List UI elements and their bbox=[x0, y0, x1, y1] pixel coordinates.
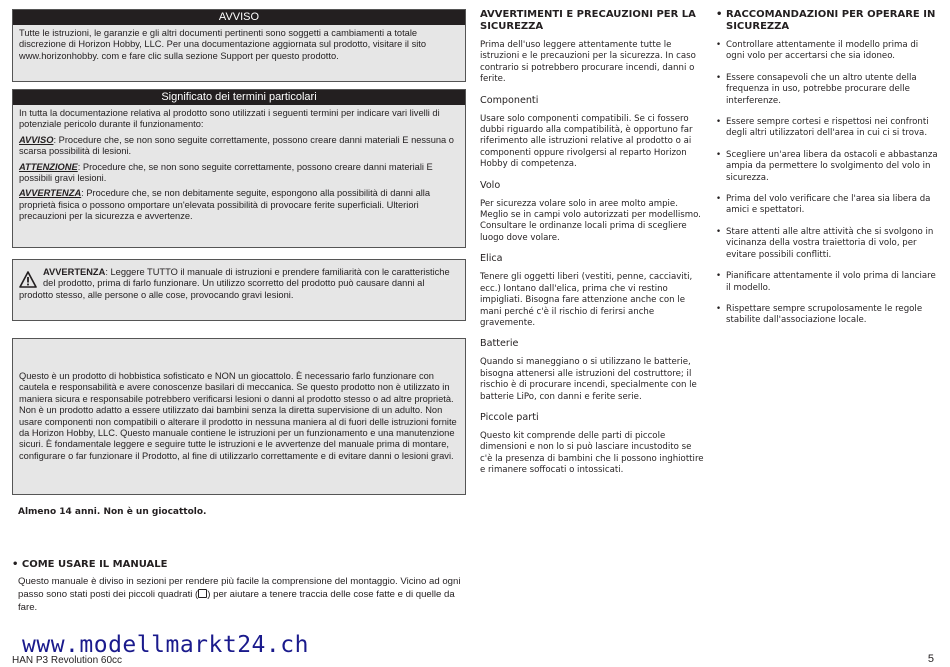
list-item: • Scegliere un'area libera da ostacoli e abbastanza ampia da permettere lo svolgimento del volo in sicurezza. bbox=[716, 149, 938, 183]
watermark-url: www.modellmarkt24.ch bbox=[22, 632, 309, 658]
precautions-title: AVVERTIMENTI E PRECAUZIONI PER LA SICUREZZA bbox=[480, 9, 696, 32]
list-item: • Essere sempre cortesi e rispettosi nei confronti degli altri utilizzatori dell'area in cui ci si trova. bbox=[716, 117, 929, 139]
recommendations-list bbox=[716, 40, 938, 327]
hobby-product-box bbox=[12, 338, 466, 495]
recommendations-title: RACCOMANDAZIONI PER OPERARE IN SICUREZZA bbox=[726, 9, 936, 32]
hobby-product-text: Questo è un prodotto di hobbistica sofisticato e NON un giocattolo. È necessario farlo funzionare con cautela e responsabilità e avere conoscenze basilari di meccanica. Se questo prodotto non è utilizzato in maniera sicura e responsabile potrebbero verificarsi lesioni o danni al prodotto stesso o ad altre proprietà. Non è un prodotto adatto a essere utilizzato dai bambini senza la diretta supervisione di un adulto. Non usare componenti non compatibili o alterare il prodotto in nessuna maniera al di fuori delle istruzioni fornite da Horizon Hobby, LLC. Questo manuale contiene le istruzioni per un funzionamento e una manutenzione sicuri. È fondamentale leggere e seguire tutte le istruzioni e le avvertenze del manuale prima di montare, configurare o far funzionare il Prodotto, al fine di utilizzarlo correttamente e di evitare danni o lesioni gravi. bbox=[19, 371, 457, 461]
section-heading: Volo bbox=[480, 179, 501, 191]
notice-box-text: Tutte le istruzioni, le garanzie e gli altri documenti pertinenti sono soggetti a cambiamenti a totale discrezione di Horizon Hobby, LLC. Per una documentazione aggiornata sul prodotto, visitare il sito www.horizonhobby. com e fare clic sulla sezione Support per questo prodotto. bbox=[19, 28, 427, 61]
recommendations-heading bbox=[716, 9, 938, 33]
section-heading: Elica bbox=[480, 253, 503, 265]
section-text: Questo kit comprende delle parti di piccole dimensioni e non lo si può lasciare incustodito se c'è la presenza di bambini che li possono inghiottire e rimanere soffocati o intossicati. bbox=[480, 430, 704, 476]
term-avviso-text: : Procedure che, se non sono seguite correttamente, possono creare danni materiali E nessuna o scarsa possibilità di lesioni. bbox=[19, 134, 454, 157]
term-attenzione-label: ATTENZIONE bbox=[19, 161, 78, 172]
precautions-column bbox=[480, 9, 704, 486]
term-attenzione bbox=[19, 162, 459, 185]
terms-box bbox=[12, 89, 466, 248]
term-avviso-label: AVVISO bbox=[19, 134, 54, 145]
term-avvertenza-text: : Procedure che, se non debitamente seguite, espongono alla possibilità di danni alla proprietà fisica o possono omportare un'elevata possibilità di provocare ferite superficiali. Ulteriori precauzioni per la sicurezza e avvertenze. bbox=[19, 188, 431, 222]
section-text: Tenere gli oggetti liberi (vestiti, penne, cacciaviti, ecc.) lontano dall'elica, prima che vi restino impigliati. Bisogna fare attenzione anche con le mani perché c'è il rischio di ferirsi anche gravemente. bbox=[480, 272, 693, 328]
notice-box-title: AVVISO bbox=[13, 10, 465, 25]
term-avvertenza bbox=[19, 188, 459, 222]
usage-heading bbox=[12, 559, 167, 570]
usage-bullet: • bbox=[12, 559, 19, 570]
section-heading: Componenti bbox=[480, 94, 539, 106]
warning-triangle-icon bbox=[19, 271, 37, 289]
list-item: • Controllare attentamente il modello prima di ogni volo per accertarsi che sia idoneo. bbox=[716, 40, 919, 62]
warning-box bbox=[12, 259, 466, 321]
notice-box bbox=[12, 9, 466, 82]
list-item: • Pianificare attentamente il volo prima di lanciare il modello. bbox=[716, 271, 936, 293]
term-avvertenza-label: AVVERTENZA bbox=[19, 188, 82, 199]
list-item: • Rispettare sempre scrupolosamente le regole stabilite dall'associazione locale. bbox=[716, 303, 923, 326]
section-text: Usare solo componenti compatibili. Se ci fossero dubbi riguardo alla compatibilità, è opportuno far riferimento alle istruzioni relative al prodotto o ai componenti oppure rivolgersi al reparto Horizon Hobby di competenza. bbox=[480, 113, 693, 170]
section-heading: Piccole parti bbox=[480, 411, 539, 423]
warning-text: : Leggere TUTTO il manuale di istruzioni e prendere familiarità con le caratteristiche del prodotto, prima di farlo funzionare. Un utilizzo scorretto del prodotto può causare danni al prodotto stesso, alle persone o alle cose, provocando gravi lesioni. bbox=[19, 267, 450, 300]
heading-bullet: • bbox=[716, 9, 723, 20]
list-item: • Prima del volo verificare che l'area sia libera da amici e spettatori. bbox=[716, 194, 931, 216]
usage-text: Questo manuale è diviso in sezioni per rendere più facile la comprensione del montaggio. Vicino ad ogni passo sono stati posti dei piccoli quadrati ( ) per aiutare a tenere traccia delle cose fatte e di quelle da fare. bbox=[18, 576, 461, 613]
usage-title: COME USARE IL MANUALE bbox=[21, 559, 168, 570]
recommendations-column bbox=[716, 9, 938, 337]
warning-title: AVVERTENZA bbox=[43, 267, 106, 277]
term-avviso bbox=[19, 135, 459, 158]
footer-title: HAN P3 Revolution 60cc bbox=[12, 655, 123, 666]
page-number: 5 bbox=[927, 653, 934, 665]
section-text: Quando si maneggiano o si utilizzano le batterie, bisogna attenersi alle istruzioni del costruttore; il rischio è di procurare incendi, specialmente con le batterie LiPo, con danni e ferite serie. bbox=[480, 357, 697, 402]
list-item: • Stare attenti alle altre attività che si svolgono in vicinanza della vostra traiettoria di volo, per evitare possibili conflitti. bbox=[716, 226, 934, 260]
age-notice: Almeno 14 anni. Non è un giocattolo. bbox=[18, 507, 207, 517]
checkbox-icon bbox=[198, 589, 207, 598]
precautions-intro: Prima dell'uso leggere attentamente tutte le istruzioni e le precauzioni per la sicurezza. In caso contrario si potrebbero procurare incendi, danni o ferite. bbox=[480, 40, 696, 85]
list-item: • Essere consapevoli che un altro utente della frequenza in uso, potrebbe procurare delle interferenze. bbox=[716, 72, 917, 106]
term-attenzione-text: : Procedure che, se non sono seguite correttamente, possono creare danni materiali E possibili gravi lesioni. bbox=[19, 161, 433, 184]
section-text: Per sicurezza volare solo in aree molto ampie. Meglio se in campi volo autorizzati per modellismo. Consultare le ordinanze locali prima di scegliere luogo dove volare. bbox=[480, 198, 701, 243]
terms-box-title: Significato dei termini particolari bbox=[13, 90, 465, 105]
terms-intro: In tutta la documentazione relativa al prodotto sono utilizzati i seguenti termini per indicare vari livelli di potenziale pericolo durante il funzionamento: bbox=[19, 108, 440, 130]
section-heading: Batterie bbox=[480, 338, 519, 350]
